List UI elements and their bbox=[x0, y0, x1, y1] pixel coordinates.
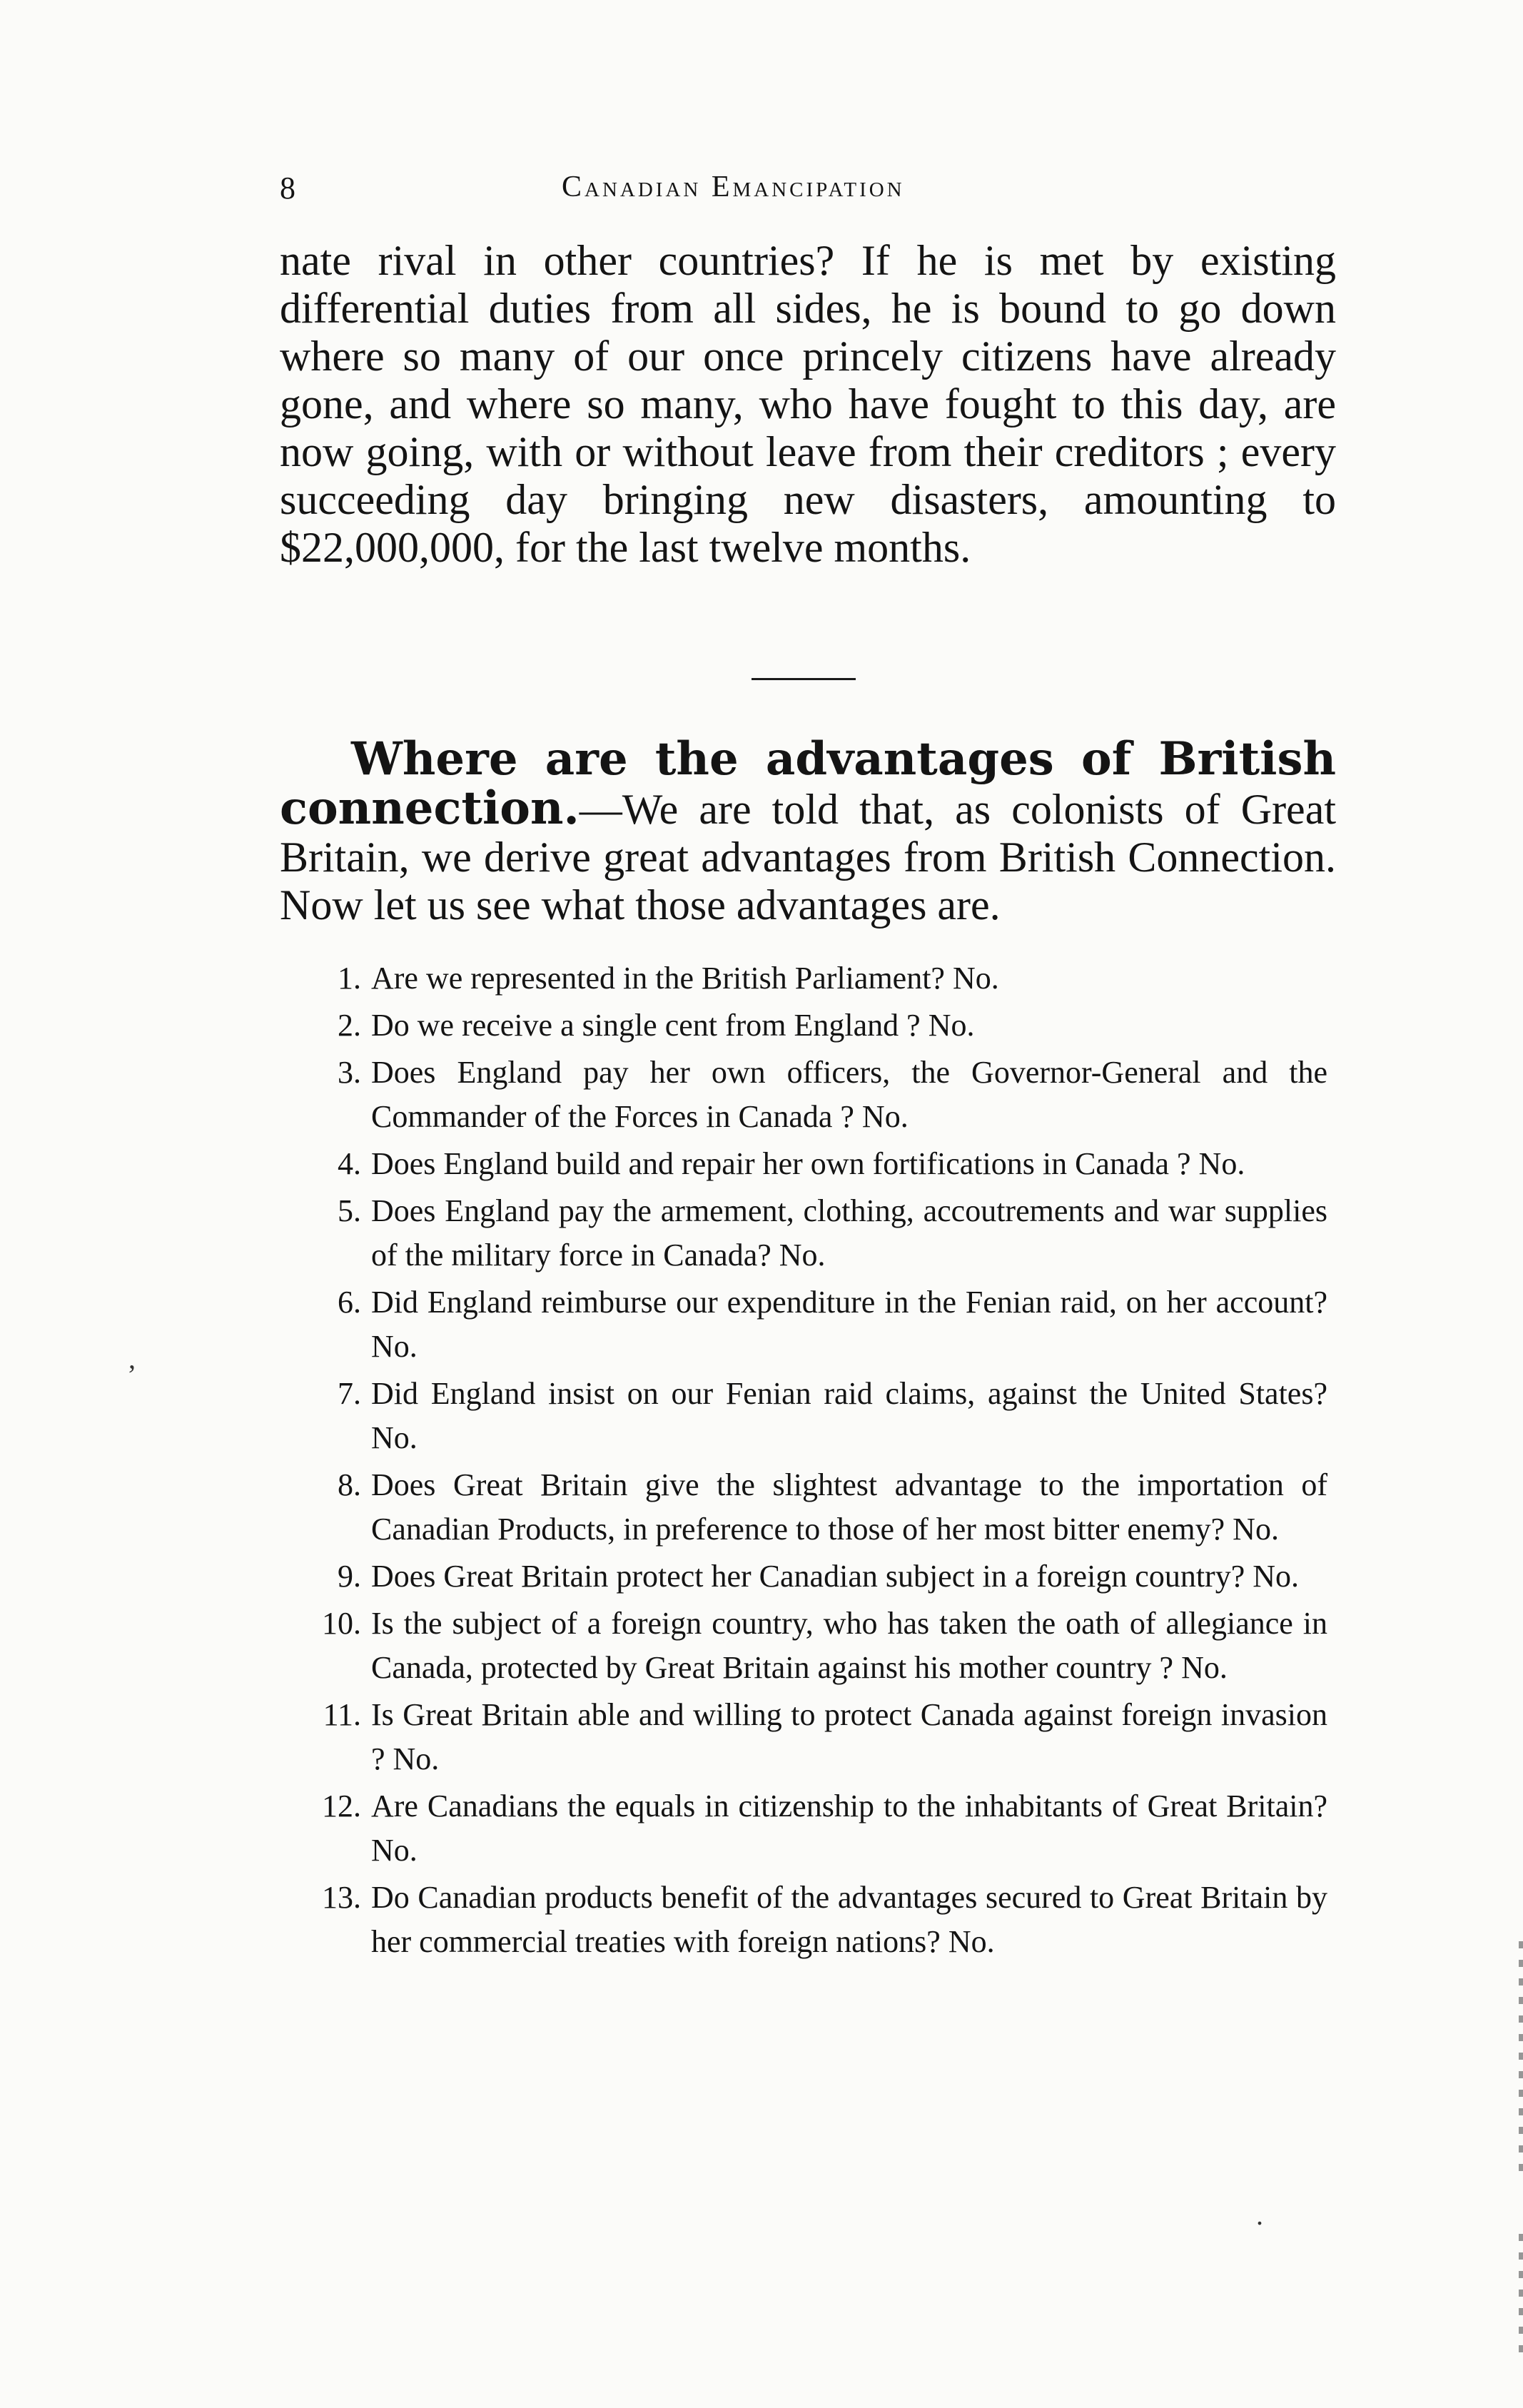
question-item bbox=[243, 1693, 1327, 1781]
question-text: Is Great Britain able and willing to protect Canada against foreign invasion ? bbox=[371, 1697, 1327, 1776]
question-answer: No. bbox=[371, 1329, 418, 1364]
section-body: —We are told that, as colonists of Great Britain, we derive great advantages from British Connection. Now let us see what those advantages are. bbox=[280, 786, 1336, 929]
question-answer: No. bbox=[1233, 1512, 1279, 1547]
question-item bbox=[243, 1463, 1327, 1552]
page-number: 8 bbox=[280, 171, 295, 206]
question-number: 13. bbox=[322, 1880, 361, 1915]
question-text: Did England insist on our Fenian raid claims, against the United States? bbox=[371, 1376, 1327, 1411]
running-title: Canadian Emancipation bbox=[562, 171, 905, 203]
question-number: 1. bbox=[338, 961, 361, 996]
continuation-paragraph: nate rival in other countries? If he is met by existing differential duties from all sides, he is bound to go down where so many of our once princely citizens have already gone, and where so many, who have fought to this day, are now going, with or without leave from their creditors ; every succeeding day bringing new disasters, amounting to $22,000,000, for the last twelve months. bbox=[280, 237, 1336, 571]
question-text: Are we represented in the British Parliament? bbox=[371, 961, 945, 996]
question-number: 4. bbox=[338, 1146, 361, 1181]
question-number: 10. bbox=[322, 1606, 361, 1641]
question-number: 9. bbox=[338, 1559, 361, 1594]
question-number: 12. bbox=[322, 1789, 361, 1823]
question-text: Is the subject of a foreign country, who has taken the oath of allegiance in Canada, protected by Great Britain against his mother country ? bbox=[371, 1606, 1327, 1685]
question-item bbox=[243, 1280, 1327, 1369]
question-answer: No. bbox=[371, 1833, 418, 1868]
question-text: Does Great Britain protect her Canadian subject in a foreign country? bbox=[371, 1559, 1245, 1594]
question-text: Do we receive a single cent from England ? bbox=[371, 1008, 921, 1043]
question-text: Do Canadian products benefit of the advantages secured to Great Britain by her commercial treaties with foreign nations? bbox=[371, 1880, 1327, 1959]
question-answer: No. bbox=[779, 1238, 826, 1273]
section-paragraph bbox=[280, 732, 1336, 929]
question-answer: No. bbox=[371, 1420, 418, 1455]
question-answer: No. bbox=[861, 1099, 909, 1134]
question-text: Did England reimburse our expenditure in the Fenian raid, on her account? bbox=[371, 1285, 1327, 1320]
question-item bbox=[243, 1602, 1327, 1690]
question-text: Does England pay the armement, clothing, accoutrements and war supplies of the military force in Canada? bbox=[371, 1193, 1327, 1273]
question-answer: No. bbox=[928, 1008, 975, 1043]
question-text: Are Canadians the equals in citizenship to the inhabitants of Great Britain? bbox=[371, 1789, 1327, 1823]
question-item bbox=[243, 1142, 1327, 1186]
question-answer: No. bbox=[1253, 1559, 1300, 1594]
question-answer: No. bbox=[1181, 1650, 1228, 1685]
question-answer: No. bbox=[393, 1741, 440, 1776]
question-text: Does Great Britain give the slightest advantage to the importation of Canadian Products, in preference to those of her most bitter enemy? bbox=[371, 1467, 1327, 1547]
section-heading: Where are the advantages of British connection. bbox=[280, 732, 1336, 835]
running-head bbox=[280, 170, 1315, 213]
question-number: 2. bbox=[338, 1008, 361, 1043]
section-divider bbox=[752, 678, 856, 680]
question-answer: No. bbox=[948, 1924, 995, 1959]
question-item bbox=[243, 1003, 1327, 1048]
question-number: 8. bbox=[338, 1467, 361, 1502]
question-item bbox=[243, 1554, 1327, 1599]
question-list bbox=[243, 956, 1327, 1967]
question-item bbox=[243, 956, 1327, 1001]
question-item bbox=[243, 1876, 1327, 1964]
question-item bbox=[243, 1372, 1327, 1460]
question-item bbox=[243, 1051, 1327, 1139]
scan-edge-marks-lower bbox=[1519, 2234, 1523, 2355]
question-number: 7. bbox=[338, 1376, 361, 1411]
question-number: 11. bbox=[323, 1697, 361, 1732]
margin-tick-mark: , bbox=[128, 1342, 136, 1375]
question-number: 3. bbox=[338, 1055, 361, 1090]
question-number: 5. bbox=[338, 1193, 361, 1228]
question-text: Does England pay her own officers, the Governor-General and the Commander of the Forces in Canada ? bbox=[371, 1055, 1327, 1134]
margin-dot-mark: . bbox=[1256, 2199, 1263, 2231]
question-item bbox=[243, 1784, 1327, 1873]
scan-edge-marks bbox=[1519, 1941, 1523, 2177]
question-number: 6. bbox=[338, 1285, 361, 1320]
question-text: Does England build and repair her own fortifications in Canada ? bbox=[371, 1146, 1191, 1181]
question-item bbox=[243, 1189, 1327, 1278]
question-answer: No. bbox=[952, 961, 999, 996]
question-answer: No. bbox=[1198, 1146, 1245, 1181]
